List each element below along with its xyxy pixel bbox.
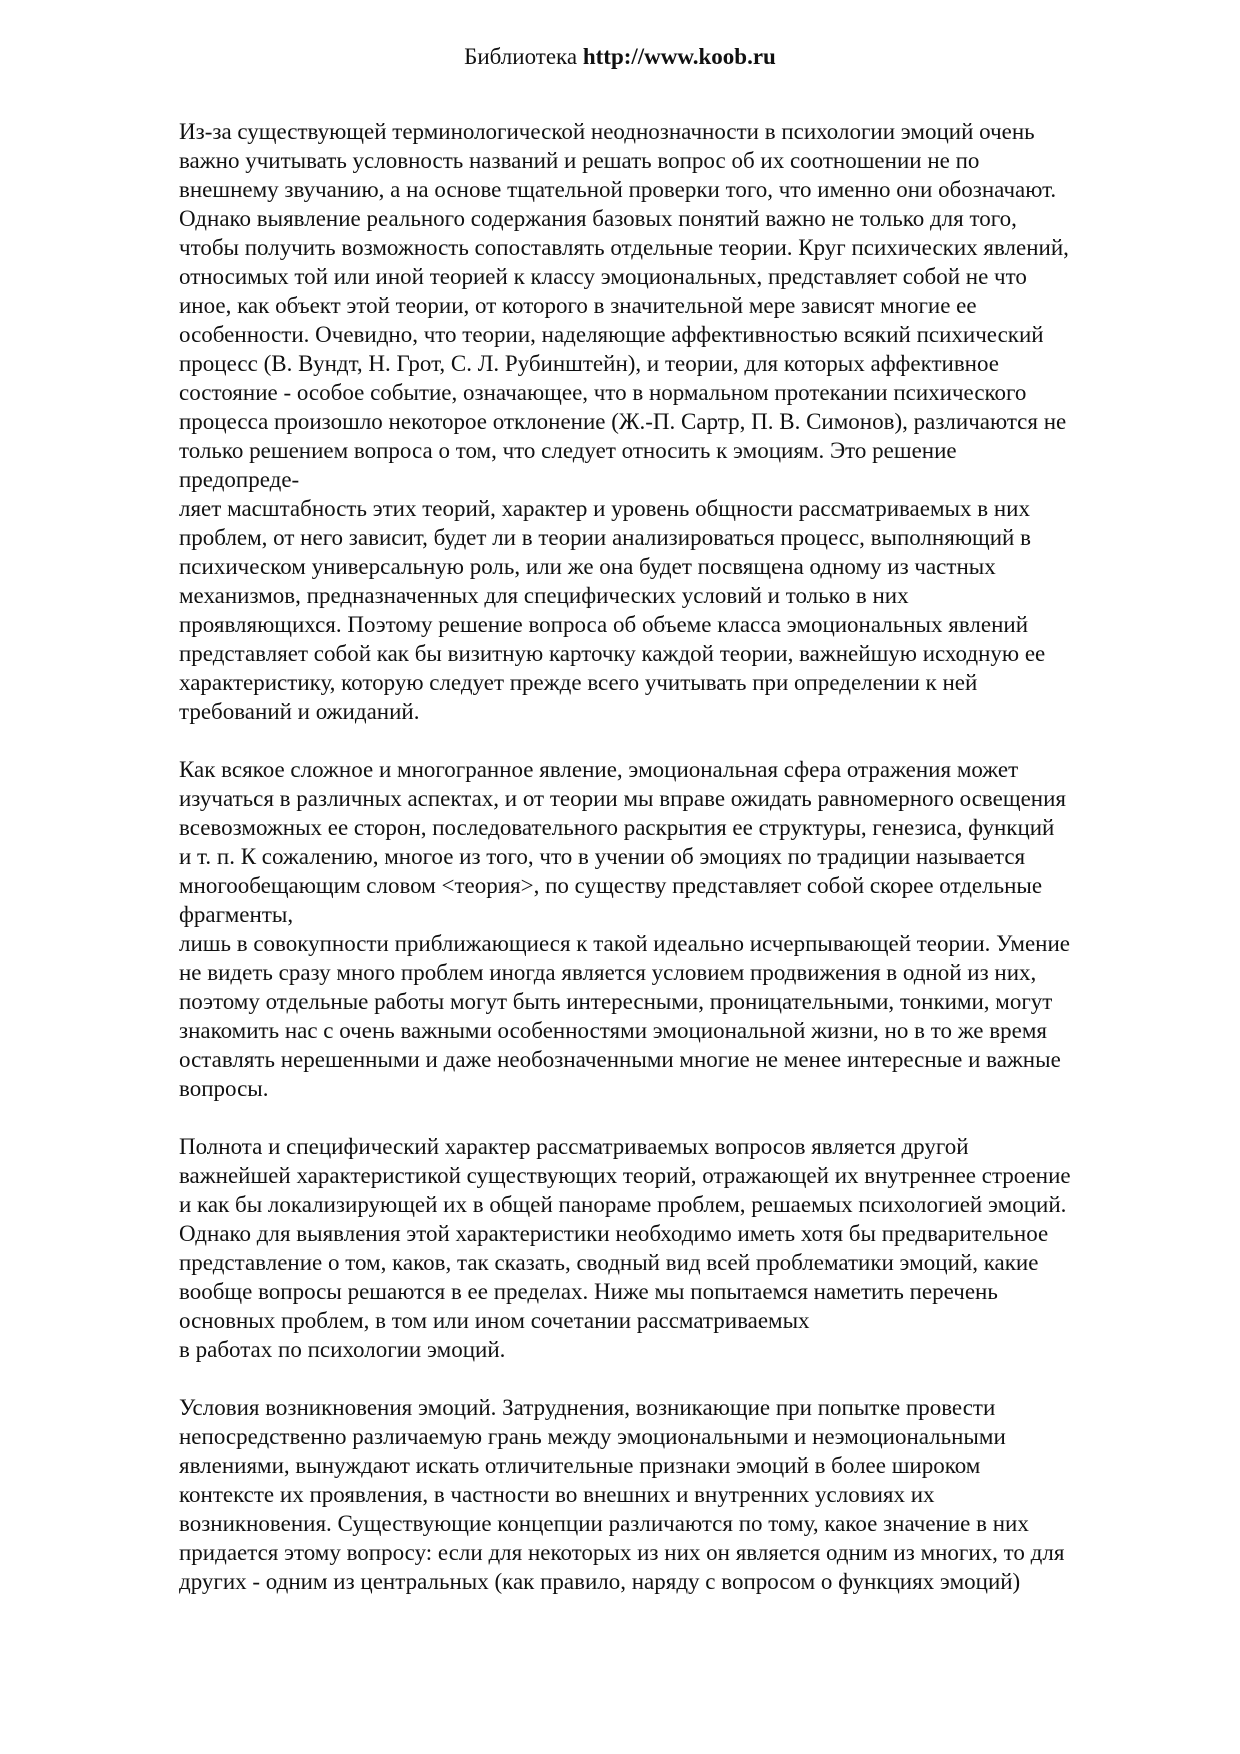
text-line: контексте их проявления, в частности во внешних и внутренних условиях их: [179, 1482, 935, 1507]
text-line: Как всякое сложное и многогранное явление, эмоциональная сфера отражения может: [179, 757, 1019, 782]
text-line: особенности. Очевидно, что теории, наделяющие аффективностью всякий психический: [179, 322, 1044, 347]
text-line: и т. п. К сожалению, многое из того, что в учении об эмоциях по традиции называется: [179, 844, 1026, 869]
text-line: Условия возникновения эмоций. Затруднения, возникающие при попытке провести: [179, 1395, 996, 1420]
text-line: знакомить нас с очень важными особенностями эмоциональной жизни, но в то же время: [179, 1018, 1047, 1043]
text-line: возникновения. Существующие концепции различаются по тому, какое значение в них: [179, 1511, 1029, 1536]
text-line: состояние - особое событие, означающее, что в нормальном протекании психического: [179, 380, 1027, 405]
text-line: иное, как объект этой теории, от которого в значительной мере зависят многие ее: [179, 293, 977, 318]
text-line: фрагменты,: [179, 902, 294, 927]
text-line: представляет собой как бы визитную карточку каждой теории, важнейшую исходную ее: [179, 641, 1046, 666]
text-line: только решением вопроса о том, что следует относить к эмоциям. Это решение: [179, 438, 957, 463]
text-line: внешнему звучанию, а на основе тщательной проверки того, что именно они обозначают.: [179, 177, 1057, 202]
text-line: вообще вопросы решаются в ее пределах. Ниже мы попытаемся наметить перечень: [179, 1279, 998, 1304]
text-line: психическом универсальную роль, или же она будет посвящена одному из частных: [179, 554, 996, 579]
paragraph-4: [179, 1393, 1159, 1596]
text-line: непосредственно различаемую грань между эмоциональными и неэмоциональными: [179, 1424, 1006, 1449]
text-line: явлениями, вынуждают искать отличительные признаки эмоций в более широком: [179, 1453, 981, 1478]
text-line: Однако для выявления этой характеристики необходимо иметь хотя бы предварительное: [179, 1221, 1049, 1246]
text-line: процесс (В. Вундт, Н. Грот, С. Л. Рубинштейн), и теории, для которых аффективное: [179, 351, 999, 376]
text-line: проблем, от него зависит, будет ли в теории анализироваться процесс, выполняющий в: [179, 525, 1031, 550]
text-line: многообещающим словом <теория>, по существу представляет собой скорее отдельные: [179, 873, 1043, 898]
text-line: изучаться в различных аспектах, и от теории мы вправе ожидать равномерного освещения: [179, 786, 1066, 811]
document-body: [179, 117, 1159, 1596]
text-line: предопреде-: [179, 467, 300, 492]
text-line: ляет масштабность этих теорий, характер и уровень общности рассматриваемых в них: [179, 496, 1030, 521]
library-url: http://www.koob.ru: [582, 44, 776, 69]
text-line: требований и ожиданий.: [179, 699, 420, 724]
text-line: важно учитывать условность названий и решать вопрос об их соотношении не по: [179, 148, 980, 173]
text-line: лишь в совокупности приближающиеся к такой идеально исчерпывающей теории. Умение: [179, 931, 1070, 956]
paragraph-3: [179, 1132, 1159, 1364]
text-line: относимых той или иной теорией к классу эмоциональных, представляет собой не что: [179, 264, 1027, 289]
text-line: не видеть сразу много проблем иногда является условием продвижения в одной из них,: [179, 960, 1037, 985]
text-line: Однако выявление реального содержания базовых понятий важно не только для того,: [179, 206, 1017, 231]
text-line: механизмов, предназначенных для специфических условий и только в них: [179, 583, 909, 608]
paragraph-gap: [179, 726, 1159, 755]
paragraph-2: [179, 755, 1159, 1103]
text-line: придается этому вопросу: если для некоторых из них он является одним из многих, то для: [179, 1540, 1065, 1565]
text-line: Полнота и специфический характер рассматриваемых вопросов является другой: [179, 1134, 969, 1159]
text-line: оставлять нерешенными и даже необозначенными многие не менее интересные и важные: [179, 1047, 1061, 1072]
text-line: представление о том, каков, так сказать, сводный вид всей проблематики эмоций, какие: [179, 1250, 1039, 1275]
text-line: других - одним из центральных (как правило, наряду с вопросом о функциях эмоций): [179, 1569, 1021, 1594]
text-line: Из-за существующей терминологической неоднозначности в психологии эмоций очень: [179, 119, 1035, 144]
paragraph-1: [179, 117, 1159, 726]
text-line: всевозможных ее сторон, последовательного раскрытия ее структуры, генезиса, функций: [179, 815, 1055, 840]
text-line: проявляющихся. Поэтому решение вопроса об объеме класса эмоциональных явлений: [179, 612, 1029, 637]
text-line: в работах по психологии эмоций.: [179, 1337, 506, 1362]
page-header: [0, 42, 1240, 72]
text-line: важнейшей характеристикой существующих теорий, отражающей их внутреннее строение: [179, 1163, 1071, 1188]
paragraph-gap: [179, 1103, 1159, 1132]
text-line: поэтому отдельные работы могут быть интересными, проницательными, тонкими, могут: [179, 989, 1053, 1014]
text-line: основных проблем, в том или ином сочетании рассматриваемых: [179, 1308, 810, 1333]
text-line: процесса произошло некоторое отклонение (Ж.-П. Сартр, П. В. Симонов), различаются не: [179, 409, 1067, 434]
library-label: Библиотека: [464, 44, 578, 69]
text-line: вопросы.: [179, 1076, 269, 1101]
text-line: чтобы получить возможность сопоставлять отдельные теории. Круг психических явлений,: [179, 235, 1069, 260]
text-line: и как бы локализирующей их в общей панораме проблем, решаемых психологией эмоций.: [179, 1192, 1067, 1217]
paragraph-gap: [179, 1364, 1159, 1393]
text-line: характеристику, которую следует прежде всего учитывать при определении к ней: [179, 670, 978, 695]
